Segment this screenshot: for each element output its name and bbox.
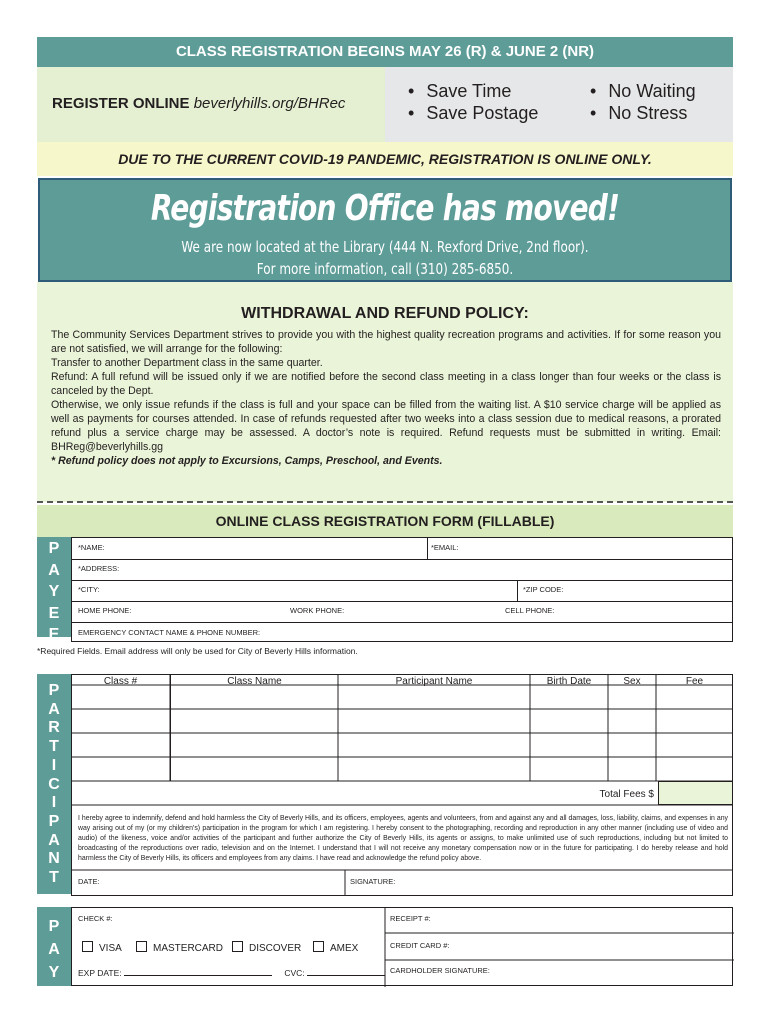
amex-checkbox[interactable] — [313, 941, 324, 952]
cardholder-signature-field[interactable]: CARDHOLDER SIGNATURE: — [390, 966, 490, 975]
amex-option[interactable] — [313, 941, 358, 954]
participant-letter: T — [49, 869, 59, 887]
payee-row-name — [72, 538, 732, 560]
payee-sidebar — [37, 537, 71, 643]
register-online — [52, 95, 345, 112]
form-title: ONLINE CLASS REGISTRATION FORM (FILLABLE) — [37, 505, 733, 537]
benefit-item: • Save Postage — [408, 103, 538, 124]
cvc-label: CVC: — [284, 968, 305, 978]
amex-label: AMEX — [330, 943, 359, 954]
office-moved-phone: For more information, call (310) 285-6850. — [256, 260, 514, 278]
participant-letter: A — [48, 831, 60, 849]
register-online-url[interactable]: beverlyhills.org/BHRec — [193, 95, 346, 112]
office-moved-box — [38, 178, 732, 282]
visa-option[interactable] — [82, 941, 122, 954]
mastercard-option[interactable] — [136, 941, 223, 954]
field-divider — [517, 580, 518, 601]
home-phone-field[interactable]: HOME PHONE: — [78, 606, 132, 615]
covid-notice: DUE TO THE CURRENT COVID-19 PANDEMIC, REGISTRATION IS ONLINE ONLY. — [37, 142, 733, 176]
office-moved-title: Registration Office has moved! — [150, 188, 620, 229]
visa-checkbox[interactable] — [82, 941, 93, 952]
required-fields-note: *Required Fields. Email address will only be used for City of Beverly Hills information. — [37, 646, 358, 656]
field-divider — [427, 538, 428, 559]
participant-letter: T — [49, 738, 59, 756]
column-header: Class Name — [227, 676, 282, 687]
policy-title: WITHDRAWAL AND REFUND POLICY: — [241, 305, 529, 322]
discover-label: DISCOVER — [249, 943, 302, 954]
total-fees-input[interactable] — [658, 781, 733, 805]
column-header: Birth Date — [546, 676, 592, 687]
column-header: Participant Name — [395, 676, 473, 687]
policy-paragraph: Refund: A full refund will be issued only if we are notified before the second class meeting in a class longer than four weeks or the class is canceled by the Dept. — [51, 371, 721, 397]
email-field[interactable]: *EMAIL: — [431, 543, 459, 552]
cell-phone-field[interactable]: CELL PHONE: — [505, 606, 555, 615]
benefit-item: • No Waiting — [590, 81, 696, 102]
discover-checkbox[interactable] — [232, 941, 243, 952]
register-online-label: REGISTER ONLINE — [52, 95, 190, 112]
pay-sidebar — [37, 907, 71, 986]
policy-text — [51, 328, 721, 468]
participant-letter: P — [48, 682, 60, 699]
exp-date-row — [78, 966, 385, 978]
mastercard-checkbox[interactable] — [136, 941, 147, 952]
signature-field[interactable]: SIGNATURE: — [350, 877, 396, 886]
date-field[interactable]: DATE: — [78, 877, 100, 886]
pay-letter: A — [48, 941, 60, 958]
payee-row-city — [72, 580, 732, 602]
payee-fields — [71, 537, 733, 642]
credit-card-field[interactable]: CREDIT CARD #: — [390, 941, 450, 950]
pay-letter: Y — [48, 964, 60, 981]
participant-letter: C — [48, 775, 60, 793]
participant-letter: I — [51, 794, 57, 812]
mastercard-label: MASTERCARD — [153, 943, 224, 954]
name-field[interactable]: *NAME: — [78, 543, 105, 552]
total-fees-label: Total Fees $ — [599, 789, 654, 800]
participant-letter: A — [48, 700, 60, 718]
payee-letter: E — [48, 626, 60, 643]
liability-waiver: I hereby agree to indemnify, defend and hold harmless the City of Beverly Hills, and its officers, employees, agents and volunteers, from and against any and all damages, loss, liability, claims, and expenses in any way arising out of my (or my children’s) participation in the program for which I am registering. I hereby consent to the photographing, recording and reproduction in any other manner (including use of video and audio) of the likeness, voice and/or activities of the participant and further authorize the City of Beverly Hills, its agents or assigns, to make unlimited use of such reproductions, including but not limited to broadcasting of the reproductions over radio, television and on the Internet. I understand that I will not receive any monetary compensation now or in the future for participating. I do hereby release and hold harmless the City of Beverly Hills, its officers and employees from any claims. I have read and acknowledge the refund policy above. — [78, 815, 728, 862]
zip-field[interactable]: *ZIP CODE: — [523, 585, 564, 594]
policy-paragraph: Otherwise, we only issue refunds if the class is full and your space can be filled from the waiting list. A $10 service charge will be applied as well as payments for courses attended. In case of refunds requested after two weeks into a class session due to medical reasons, a prorated refund plus a service charge may be assessed. A doctor’s note is required. Refund requests must be submitted in writing. Email: BHReg@beverlyhills.gg — [51, 399, 721, 453]
emergency-contact-field[interactable]: EMERGENCY CONTACT NAME & PHONE NUMBER: — [78, 628, 261, 637]
participant-sidebar — [37, 674, 71, 894]
office-moved-location: We are now located at the Library (444 N. Rexford Drive, 2nd floor). — [181, 238, 589, 256]
payee-letter: E — [48, 604, 60, 622]
participant-letter: I — [51, 756, 57, 774]
cut-line-divider — [37, 501, 733, 503]
policy-paragraph: Transfer to another Department class in the same quarter. — [51, 357, 323, 369]
visa-label: VISA — [99, 943, 122, 954]
city-field[interactable]: *CITY: — [78, 585, 100, 594]
policy-paragraph: The Community Services Department strives to provide you with the highest quality recreation programs and activities. If for some reason you are not satisfied, we will arrange for the following: — [51, 329, 721, 355]
receipt-number-field[interactable]: RECEIPT #: — [390, 914, 431, 923]
benefit-item: • Save Time — [408, 81, 511, 102]
participant-letter: N — [48, 850, 60, 868]
discover-option[interactable] — [232, 941, 301, 954]
check-number-field[interactable]: CHECK #: — [78, 914, 113, 923]
policy-exception-note: * Refund policy does not apply to Excursions, Camps, Preschool, and Events. — [51, 455, 443, 467]
column-header: Fee — [685, 676, 704, 687]
payee-row-phones — [72, 601, 732, 623]
payee-row-address — [72, 559, 732, 581]
payee-letter: A — [48, 561, 60, 579]
cvc-input[interactable] — [307, 966, 385, 976]
exp-date-input[interactable] — [124, 966, 272, 976]
participant-letter: P — [48, 812, 60, 830]
payee-letter: P — [48, 540, 60, 557]
benefit-item: • No Stress — [590, 103, 687, 124]
participant-letter: R — [48, 719, 60, 737]
pay-letter: P — [48, 918, 60, 935]
column-header: Sex — [623, 676, 641, 687]
payee-letter: Y — [48, 583, 60, 600]
registration-banner: CLASS REGISTRATION BEGINS MAY 26 (R) & JUNE 2 (NR) — [37, 37, 733, 67]
work-phone-field[interactable]: WORK PHONE: — [290, 606, 345, 615]
exp-date-label: EXP DATE: — [78, 968, 122, 978]
column-header: Class # — [103, 676, 138, 687]
address-field[interactable]: *ADDRESS: — [78, 564, 120, 573]
